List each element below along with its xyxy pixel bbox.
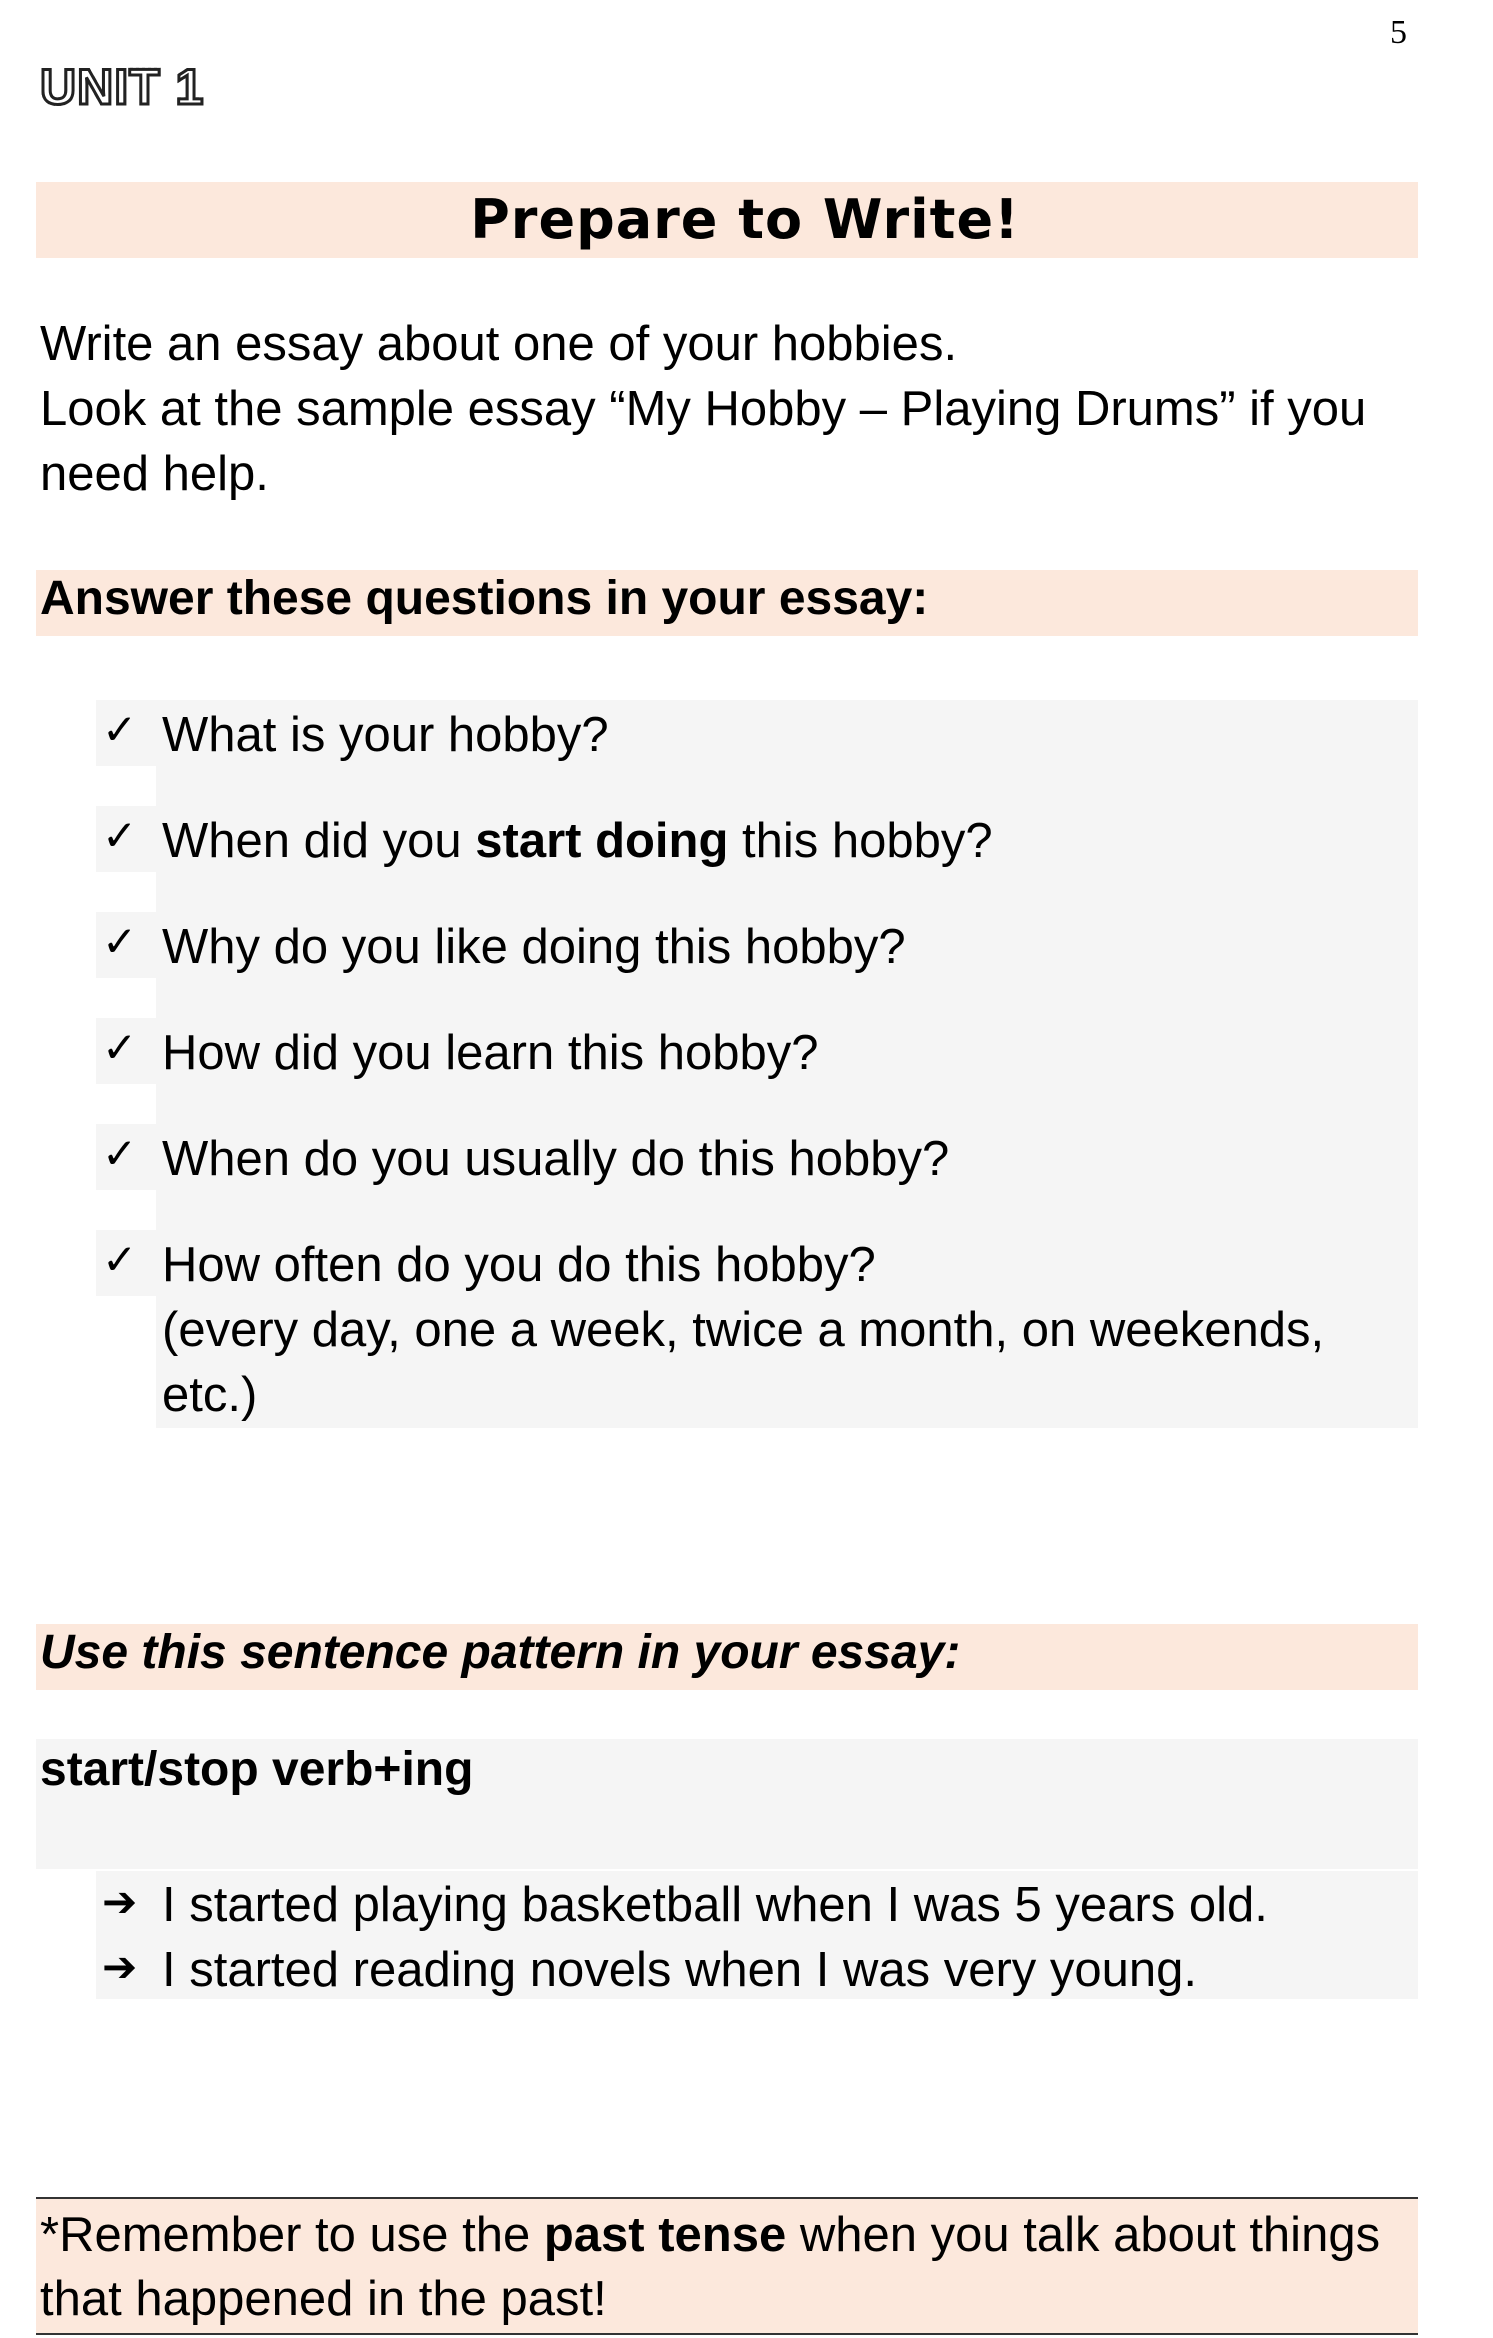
example-sentence: I started playing basketball when I was 5 years old.: [162, 1878, 1268, 1932]
question-item: How did you learn this hobby?: [162, 1026, 819, 1080]
question-item: When do you usually do this hobby?: [162, 1132, 950, 1186]
question-text: When did you: [162, 814, 476, 868]
checkmark-icon: ✓: [102, 1129, 138, 1178]
question-item: Why do you like doing this hobby?: [162, 920, 906, 974]
question-text: How often do you do this hobby?: [162, 1238, 876, 1292]
question-bold-text: start doing: [475, 814, 729, 868]
reminder-text: *Remember to use the: [40, 2208, 544, 2262]
pattern-heading: Use this sentence pattern in your essay:: [40, 1626, 961, 1679]
checkmark-icon: ✓: [102, 1023, 138, 1072]
checkmark-icon: ✓: [102, 917, 138, 966]
reminder-text: when you talk about things: [786, 2208, 1381, 2262]
question-item: What is your hobby?: [162, 708, 609, 762]
pattern-rule: start/stop verb+ing: [40, 1743, 474, 1796]
example-sentence: I started reading novels when I was very young.: [162, 1943, 1198, 1997]
arrow-right-icon: ➔: [102, 1942, 138, 1991]
question-text: this hobby?: [728, 814, 993, 868]
page-number: 5: [1390, 14, 1407, 51]
checkmark-icon: ✓: [102, 1235, 138, 1284]
checkmark-icon: ✓: [102, 811, 138, 860]
reminder-bold-text: past tense: [543, 2208, 787, 2262]
question-examples-line: etc.): [162, 1368, 258, 1422]
intro-line-1: Write an essay about one of your hobbies.: [40, 317, 958, 371]
questions-heading: Answer these questions in your essay:: [40, 572, 929, 625]
question-item: [162, 1233, 1324, 1428]
intro-paragraph: [40, 312, 1460, 507]
intro-line-3: need help.: [40, 447, 269, 501]
reminder-line-2: that happened in the past!: [40, 2272, 607, 2326]
intro-line-2: Look at the sample essay “My Hobby – Playing Drums” if you: [40, 382, 1367, 436]
arrow-right-icon: ➔: [102, 1877, 138, 1926]
reminder-line-1: [40, 2203, 1420, 2267]
question-item: [162, 809, 993, 874]
reminder-note: [40, 2203, 1420, 2331]
unit-label: UNIT 1: [40, 59, 205, 115]
checkmark-icon: ✓: [102, 705, 138, 754]
page-title: Prepare to Write!: [470, 188, 1020, 251]
question-examples-line: (every day, one a week, twice a month, on weekends,: [162, 1303, 1325, 1357]
